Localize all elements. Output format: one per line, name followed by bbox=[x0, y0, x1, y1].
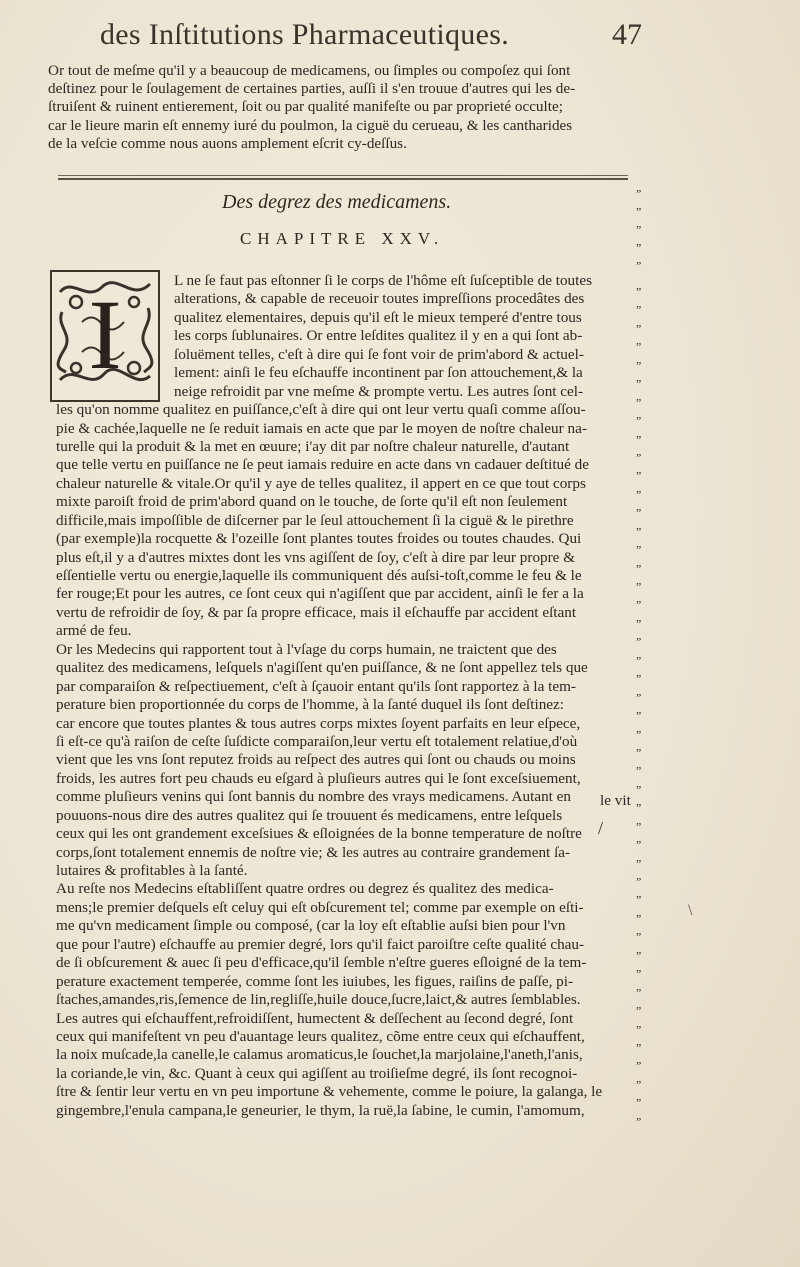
intro-paragraph bbox=[48, 62, 638, 153]
catchword: le vit bbox=[600, 792, 631, 809]
text-line: froids, les autres fort peu chauds eu eſgard à pluſieurs autres qui le ſont exceſsiuement, bbox=[56, 769, 581, 787]
margin-quote-mark: „ bbox=[636, 370, 642, 385]
margin-quote-mark: „ bbox=[636, 333, 642, 348]
margin-quote-mark: „ bbox=[636, 960, 642, 975]
text-line: qualitez des medicamens, leſquels n'agiſſent qu'en puiſſance, & ne ſont appellez tels que bbox=[56, 659, 588, 677]
text-line: de la veſcie comme nous auons amplement eſcrit cy-deſſus. bbox=[48, 134, 407, 152]
margin-quote-mark: „ bbox=[636, 868, 642, 882]
text-line: la noix muſcade,la canelle,le calamus aromaticus,le ſouchet,la marjolaine,l'aneth,l'anis, bbox=[56, 1046, 583, 1064]
text-line: que telle vertu en puiſſance ne ſe peut iamais reduire en acte dans vn cadauer deſtitué de bbox=[56, 456, 590, 474]
page-number: 47 bbox=[612, 18, 642, 51]
margin-quote-mark: „ bbox=[636, 517, 642, 532]
margin-quote-mark: „ bbox=[636, 1070, 642, 1085]
margin-quote-mark: „ bbox=[636, 775, 642, 790]
margin-quote-mark: „ bbox=[636, 198, 642, 212]
text-line: vertu de refroidir de ſoy, & par ſa propre efficace, mais il eſchauffe par accident eſtant bbox=[56, 603, 577, 621]
margin-quote-mark: „ bbox=[636, 757, 642, 772]
margin-quote-mark: „ bbox=[636, 499, 642, 514]
margin-quote-mark: „ bbox=[636, 216, 642, 230]
text-line: ſoluëment telles, c'eſt à dire qui ſe font voir de prim'abord & actuel- bbox=[174, 345, 584, 363]
text-line: pie & cachée,laquelle ne ſe reduit iamais en acte que par le moyen de noſtre chaleur na- bbox=[56, 419, 587, 437]
margin-quote-mark: „ bbox=[636, 886, 642, 901]
text-line: (par exemple)la rocquette & l'ozeille ſont plantes toutes froides ou toutes chaudes. Qui bbox=[56, 530, 582, 548]
section-rule-thick bbox=[58, 178, 628, 180]
text-line: ceux qui les ont grandement exceſsiues & eſloignées de la bonne temperature de noſtre bbox=[56, 825, 582, 843]
text-line: plus eſt,il y a d'autres mixtes dont les vns agiſſent de ſoy, c'eſt à dire par leur propre & bbox=[56, 548, 576, 566]
top-margin-marks bbox=[636, 178, 656, 268]
margin-quote-mark: „ bbox=[636, 425, 642, 440]
text-line: qualitez elementaires, depuis qu'il eſt le mieux temperé d'entre tous bbox=[174, 308, 582, 326]
margin-quote-mark: „ bbox=[636, 591, 642, 606]
margin-quote-mark: „ bbox=[636, 997, 642, 1012]
text-line: neige refroidit par vne meſme & prompte vertu. Les autres ſont cel- bbox=[174, 382, 584, 400]
margin-quote-mark: „ bbox=[636, 536, 642, 551]
text-line: L ne ſe faut pas eſtonner ſi le corps de l'hôme eſt ſuſceptible de toutes bbox=[174, 272, 593, 289]
text-line: de ſi obſcurement & auec ſi peu d'efficace,qu'il ſemble n'eſtre gueres eſloigné de la tem- bbox=[56, 954, 587, 972]
text-line: difficile,mais impoſſible de diſcerner par le ſeul attouchement ſi la ciguë & le pirethre bbox=[56, 511, 574, 529]
margin-quote-column bbox=[636, 276, 656, 1124]
margin-quote-mark: „ bbox=[636, 978, 642, 993]
text-line: me qu'vn medicament ſimple ou composé, (car la loy eſt eſtablie auſsi bien pour l'vn bbox=[56, 917, 566, 935]
text-line: les corps ſublunaires. Or entre leſdites qualitez il y en a qui ſont ab- bbox=[174, 327, 583, 345]
text-line: ſtre & ſentir leur vertu en vn peu importune & vehemente, comme le poiure, la galanga, le bbox=[56, 1083, 603, 1101]
margin-tick-mark: \ bbox=[688, 902, 693, 919]
margin-quote-mark: „ bbox=[636, 812, 642, 827]
text-line: lement: ainſi le feu eſchauffe incontinent par ſon attouchement,& la bbox=[174, 364, 583, 382]
chapter-body bbox=[56, 272, 640, 1120]
margin-quote-mark: „ bbox=[636, 314, 642, 329]
text-line: deſtinez pour le ſoulagement de certaines parties, auſſi il s'en trouue d'autres qui les de- bbox=[48, 80, 576, 98]
text-line: perature bien proportionnée du corps de l'homme, à la ſanté duquel ils ſont deſtinez: bbox=[56, 696, 564, 714]
margin-quote-mark: „ bbox=[636, 180, 642, 194]
margin-quote-mark: „ bbox=[636, 794, 642, 809]
margin-quote-mark: „ bbox=[636, 278, 642, 292]
text-line: corps,ſont totalement ennemis de noſtre vie; & les autres au contraire grandement ſa- bbox=[56, 843, 571, 861]
page-header bbox=[100, 18, 660, 66]
text-line: car le lieure marin eſt ennemy iuré du poulmon, la ciguë du cerueau, & les cantharides bbox=[48, 116, 573, 134]
margin-quote-mark: „ bbox=[636, 665, 642, 680]
text-line: les qu'on nomme qualitez en puiſſance,c'eſt à dire qui ont leur vertu quaſi comme aſſou- bbox=[56, 401, 586, 419]
text-line: chaleur naturelle & vitale.Or qu'il y aye de telles qualitez, il appert en ce que tout corps bbox=[56, 474, 586, 492]
section-title: Des degrez des medicamens. bbox=[222, 191, 452, 213]
text-line: Au reſte nos Medecins eſtabliſſent quatre ordres ou degrez és qualitez des medica- bbox=[56, 880, 554, 898]
margin-quote-mark: „ bbox=[636, 407, 642, 422]
margin-quote-mark: „ bbox=[636, 904, 642, 919]
margin-quote-mark: „ bbox=[636, 831, 642, 846]
text-line: perature exactement temperée, comme ſont les iuiubes, les figues, raiſins de paſſe, pi- bbox=[56, 972, 574, 990]
margin-quote-mark: „ bbox=[636, 554, 642, 569]
margin-quote-mark: „ bbox=[636, 1033, 642, 1048]
text-line: vient que les vns ſont reputez froids au reſpect des autres qui ſont ou chauds ou moins bbox=[56, 751, 576, 769]
text-line: ſtaches,amandes,ris,ſemence de lin,regliſſe,huile douce,ſucre,laict,& autres ſemblables. bbox=[56, 991, 581, 1009]
margin-quote-mark: „ bbox=[636, 646, 642, 661]
section-rule-thin bbox=[58, 175, 628, 176]
text-line: Or tout de meſme qu'il y a beaucoup de medicamens, ou ſimples ou compoſez qui ſont bbox=[48, 62, 571, 79]
margin-quote-mark: „ bbox=[636, 443, 642, 458]
margin-quote-mark: „ bbox=[636, 849, 642, 864]
margin-quote-mark: „ bbox=[636, 252, 642, 266]
text-line: Les autres qui eſchauffent,refroidiſſent, humectent & deſſechent au ſecond degré, ſont bbox=[56, 1009, 574, 1027]
text-line: mixte paroiſt froid de prim'abord quand on le touche, de ſorte qu'il eſt non ſeulement bbox=[56, 493, 568, 511]
text-line: alterations, & capable de receuoir toutes impreſſions procedâtes des bbox=[174, 290, 585, 308]
running-head: des Inſtitutions Pharmaceutiques. bbox=[100, 18, 509, 51]
margin-quote-mark: „ bbox=[636, 923, 642, 938]
margin-quote-mark: „ bbox=[636, 1015, 642, 1030]
text-line: Or les Medecins qui rapportent tout à l'vſage du corps humain, ne traictent que des bbox=[56, 640, 557, 658]
margin-quote-mark: „ bbox=[636, 573, 642, 587]
margin-quote-mark: „ bbox=[636, 234, 642, 248]
text-line: car encore que toutes plantes & tous autres corps mixtes ſoyent parfaits en leur eſpece, bbox=[56, 714, 581, 732]
text-line: mens;le premier deſquels eſt celuy qui eſt obſcurement tel; comme par exemple on eſti- bbox=[56, 898, 584, 916]
margin-quote-mark: „ bbox=[636, 1052, 642, 1067]
margin-quote-mark: „ bbox=[636, 296, 642, 311]
text-line: comme pluſieurs venins qui ſont bannis du nombre des vrays medicamens. Autant en bbox=[56, 788, 572, 806]
margin-quote-mark: „ bbox=[636, 720, 642, 735]
text-line: lutaires & profitables à la ſanté. bbox=[56, 862, 248, 879]
text-line: ſtruiſent & ruinent entierement, ſoit ou par qualité manifeſte ou par proprieté occulte; bbox=[48, 98, 563, 116]
text-line: ceux qui manifeſtent vn peu d'auantage leurs qualitez, cõme entre ceux qui eſchauffent, bbox=[56, 1027, 585, 1045]
chapter-title: CHAPITRE XXV. bbox=[240, 229, 445, 248]
stray-ink-mark: / bbox=[598, 818, 604, 838]
margin-quote-mark: „ bbox=[636, 628, 642, 643]
margin-quote-mark: „ bbox=[636, 1107, 642, 1122]
text-line: que pour l'autre) eſchauffe au premier degré, lors qu'il faict paroiſtre ceſte qualité chau- bbox=[56, 935, 585, 953]
text-line: pouuons-nous dire des autres qualitez qui ſe trouuent és medicamens, entre leſquels bbox=[56, 806, 563, 824]
margin-quote-mark: „ bbox=[636, 683, 642, 698]
margin-quote-mark: „ bbox=[636, 351, 642, 366]
margin-quote-mark: „ bbox=[636, 1089, 642, 1104]
text-line: eſſentielle vertu ou energie,laquelle ils communiquent dés auſsi-toſt,comme le feu & le bbox=[56, 567, 582, 584]
margin-quote-mark: „ bbox=[636, 462, 642, 477]
text-line: ſi eſt-ce qu'à raiſon de ceſte ſuſdicte comparaiſon,leur vertu eſt totalement relatiue,d'où bbox=[56, 732, 578, 750]
initial-letter: I bbox=[88, 279, 122, 390]
margin-quote-mark: „ bbox=[636, 941, 642, 956]
text-line: armé de feu. bbox=[56, 622, 132, 640]
text-line: la coriande,le vin, &c. Quant à ceux qui agiſſent au troiſieſme degré, ils ſont recognoi- bbox=[56, 1064, 578, 1082]
margin-quote-mark: „ bbox=[636, 388, 642, 403]
text-line: turelle qui la produit & la met en œuure; i'ay dit par noſtre chaleur naturelle, d'autant bbox=[56, 437, 570, 455]
margin-quote-mark: „ bbox=[636, 702, 642, 717]
margin-quote-mark: „ bbox=[636, 480, 642, 495]
margin-quote-mark: „ bbox=[636, 738, 642, 753]
text-line: gingembre,l'enula campana,le geneurier, le thym, la ruë,la ſabine, le cumin, l'amomum, bbox=[56, 1101, 585, 1119]
margin-quote-mark: „ bbox=[636, 609, 642, 624]
text-line: fer rouge;Et pour les autres, ce ſont ceux qui n'agiſſent que par accident, ainſi le fer a la bbox=[56, 585, 584, 603]
text-line: par comparaiſon & reſpectiuement, c'eſt à ſçauoir entant qu'ils ſont rapportez à la tem- bbox=[56, 677, 576, 695]
